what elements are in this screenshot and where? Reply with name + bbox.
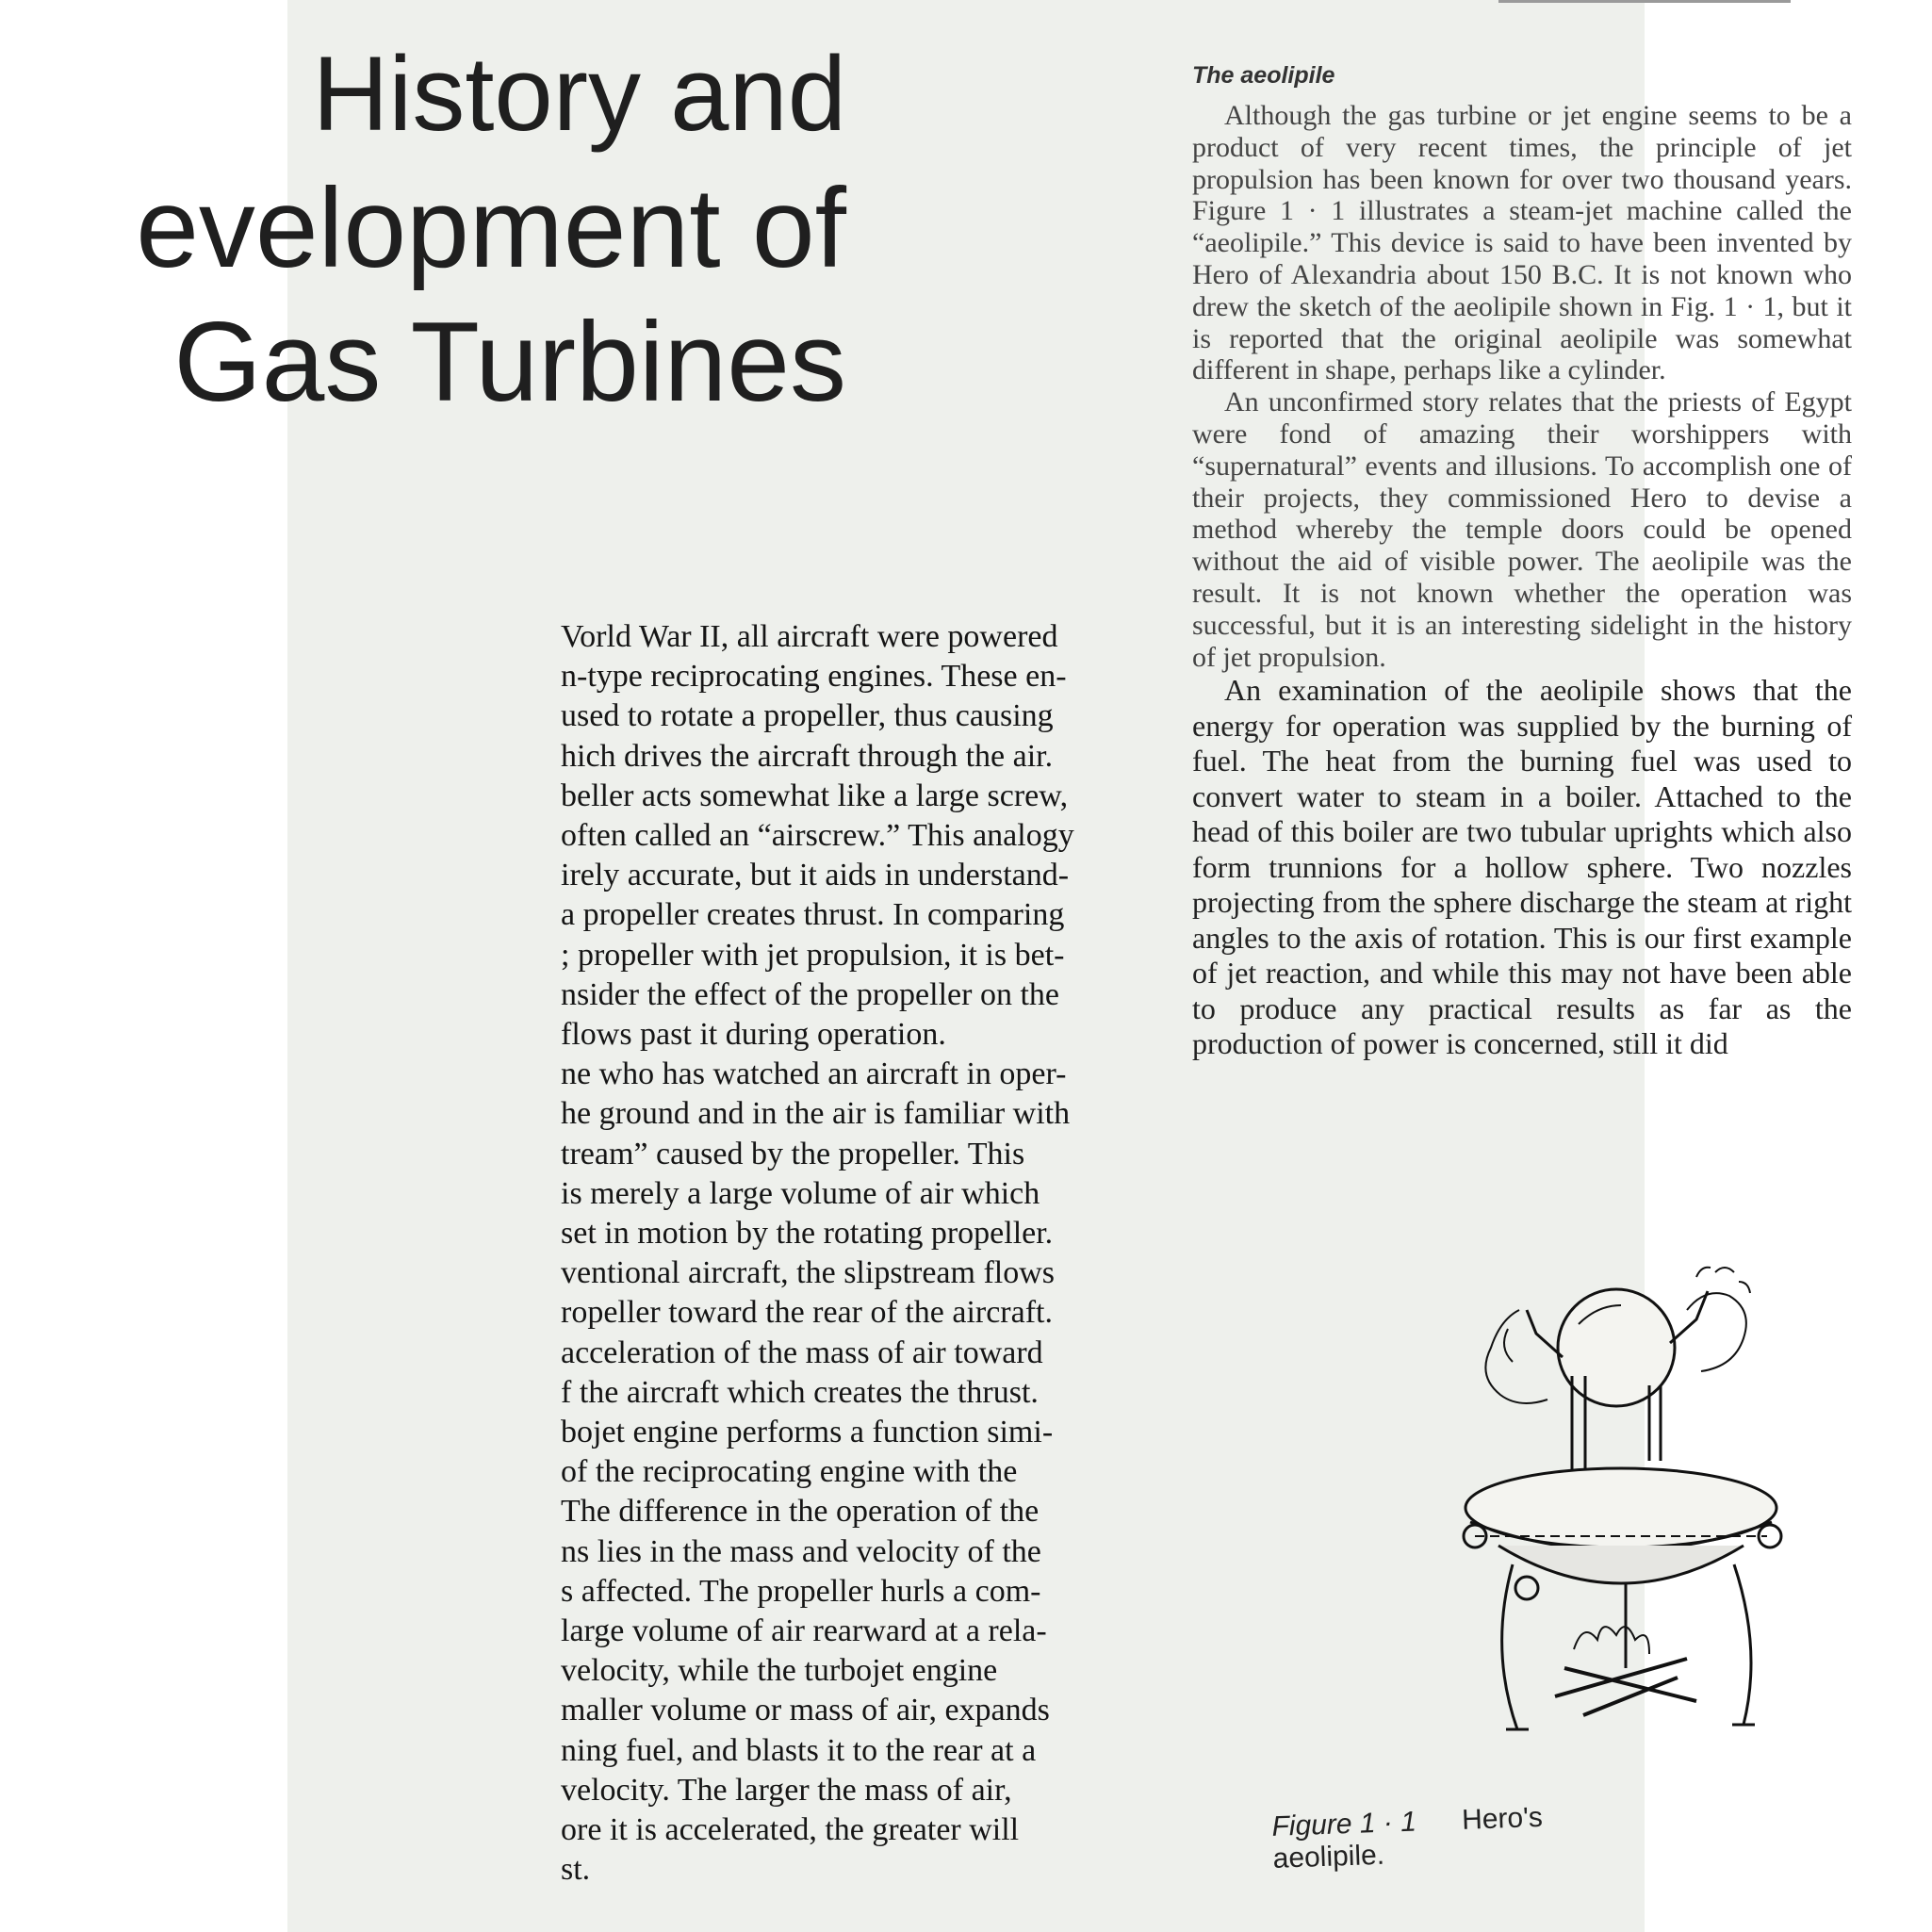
text-line: ning fuel, and blasts it to the rear at a bbox=[561, 1732, 1037, 1768]
text-line: acceleration of the mass of air toward bbox=[561, 1334, 1043, 1370]
text-line: ventional aircraft, the slipstream flows bbox=[561, 1255, 1055, 1291]
text-line: often called an “airscrew.” This analogy bbox=[561, 818, 1074, 854]
text-line: tream” caused by the propeller. This bbox=[561, 1136, 1025, 1171]
section-heading: The aeolipile bbox=[1192, 62, 1335, 89]
text-line: he ground and in the air is familiar with bbox=[561, 1096, 1071, 1132]
text-line: nsider the effect of the propeller on the bbox=[561, 976, 1059, 1012]
text-line: f the aircraft which creates the thrust. bbox=[561, 1374, 1039, 1410]
top-rule bbox=[1498, 0, 1791, 3]
title-line-2: evelopment of bbox=[136, 165, 846, 291]
text-line: s affected. The propeller hurls a com- bbox=[561, 1573, 1041, 1609]
text-line: maller volume or mass of air, expands bbox=[561, 1693, 1050, 1728]
text-line: of the reciprocating engine with the bbox=[561, 1454, 1018, 1490]
text-line: n-type reciprocating engines. These en- bbox=[561, 659, 1067, 695]
text-line: bojet engine performs a function simi- bbox=[561, 1415, 1054, 1450]
title-line-3: Gas Turbines bbox=[173, 299, 846, 425]
text-line: ropeller toward the rear of the aircraft. bbox=[561, 1295, 1053, 1331]
figure-caption-text: Hero's aeolipile. bbox=[1272, 1801, 1544, 1875]
text-line: hich drives the aircraft through the air. bbox=[561, 738, 1054, 774]
text-line: beller acts somewhat like a large screw, bbox=[561, 778, 1069, 813]
text-line: is merely a large volume of air which bbox=[561, 1175, 1040, 1211]
figure-caption bbox=[1271, 1798, 1645, 1875]
text-line: ; propeller with jet propulsion, it is bet- bbox=[561, 937, 1065, 973]
figure-label: Figure 1 · 1 bbox=[1270, 1806, 1417, 1842]
aeolipile-illustration bbox=[1461, 1253, 1819, 1753]
text-line: used to rotate a propeller, thus causing bbox=[561, 698, 1054, 734]
text-line: flows past it during operation. bbox=[561, 1017, 946, 1053]
right-column bbox=[1192, 100, 1852, 1062]
title-line-1: History and bbox=[312, 35, 846, 153]
left-column bbox=[561, 617, 1202, 1891]
text-line: ore it is accelerated, the greater will bbox=[561, 1812, 1020, 1848]
chapter-title bbox=[0, 28, 846, 430]
text-line: ns lies in the mass and velocity of the bbox=[561, 1533, 1041, 1569]
text-line: Vorld War II, all aircraft were powered bbox=[561, 619, 1058, 654]
text-line: set in motion by the rotating propeller. bbox=[561, 1216, 1054, 1252]
text-line: velocity, while the turbojet engine bbox=[561, 1653, 998, 1689]
text-line: velocity. The larger the mass of air, bbox=[561, 1772, 1012, 1808]
paragraph: Although the gas turbine or jet engine seems to be a product of very recent times, the principle of jet propulsion has been known for over two thousand years. Figure 1 · 1 illustrates a steam-jet machine called the “aeolipile.” This device is said to have been invented by Hero of Alexandria about 150 B.C. It is not known who drew the sketch of the aeolipile shown in Fig. 1 · 1, but it is reported that the original aeolipile was somewhat different in shape, perhaps like a cylinder. bbox=[1192, 100, 1852, 386]
text-line: large volume of air rearward at a rela- bbox=[561, 1613, 1047, 1649]
paragraph: An unconfirmed story relates that the priests of Egypt were fond of amazing their worshippers with “supernatural” events and illusions. To accomplish one of their projects, they commissioned Hero to devise a method whereby the temple doors could be opened without the aid of visible power. The aeolipile was the result. It is not known whether the operation was successful, but it is an interesting sidelight in the history of jet propulsion. bbox=[1192, 386, 1852, 673]
text-line: irely accurate, but it aids in understand- bbox=[561, 858, 1070, 893]
aeolipile-drawing bbox=[1461, 1253, 1819, 1753]
book-page bbox=[136, 0, 1852, 1932]
text-line: a propeller creates thrust. In comparing bbox=[561, 897, 1065, 933]
paragraph: An examination of the aeolipile shows that the energy for operation was supplied by the burning of fuel. The heat from the burning fuel was used to convert water to steam in a boiler. Attached to the head of this boiler are two tubular uprights which also form trunnions for a hollow sphere. Two nozzles projecting from the sphere discharge the steam at right angles to the axis of rotation. This is our first example of jet reaction, and while this may not have been able to produce any practical results as far as the production of power is concerned, still it did bbox=[1192, 673, 1852, 1061]
text-line: ne who has watched an aircraft in oper- bbox=[561, 1056, 1067, 1092]
text-line: st. bbox=[561, 1852, 591, 1888]
text-line: The difference in the operation of the bbox=[561, 1494, 1040, 1530]
